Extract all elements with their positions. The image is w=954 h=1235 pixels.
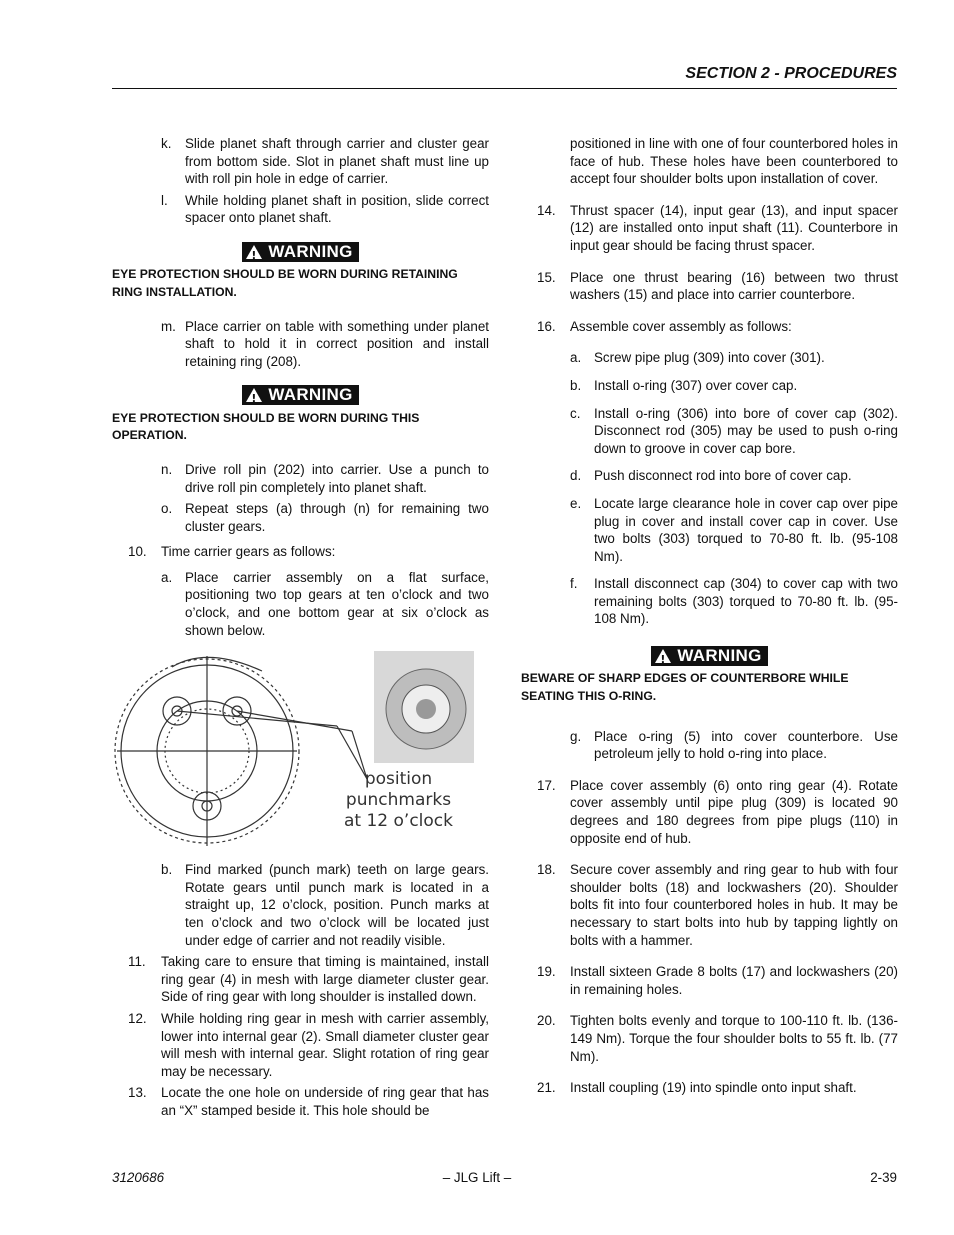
step-14: 14. Thrust spacer (14), input gear (13), and input spacer (12) are installed onto input shaft (11). Counterbore in input gear should be facing thrust spacer. [537,202,898,253]
step-l: l. While holding planet shaft in position, slide correct spacer onto planet shaft. [161,192,489,226]
warning-badge-2: ! WARNING [112,385,489,406]
step-10a: a. Place carrier assembly on a flat surface, positioning two top gears at ten o’clock and two o’clock, and one bottom gear at six o’clock as shown below. [161,569,489,638]
step-10b: b. Find marked (punch mark) teeth on large gears. Rotate gears until punch mark is located in a straight up, 12 o’clock, position. Punch marks at ten o’clock and two o’clock will be located just under edge of carrier and not readily visible. [161,862,489,948]
warning-text-2: EYE PROTECTION SHOULD BE WORN DURING THIS OPERATION. [112,410,420,443]
carrier-gear-figure [112,651,489,851]
step-19: 19. Install sixteen Grade 8 bolts (17) and lockwashers (20) in remaining holes. [537,964,898,997]
warning-icon: ! [246,388,262,402]
step-16a: a. Screw pipe plug (309) into cover (301). [570,350,825,366]
footer-page-number: 2-39 [870,1170,897,1185]
footer-brand: – JLG Lift – [442,1170,512,1185]
step-16c: c. Install o-ring (306) into bore of cover cap (302). Disconnect rod (305) may be used to push o-ring down to groove in cover cap bore. [570,405,898,456]
warning-icon: ! [246,245,262,259]
step-16e: e. Locate large clearance hole in cover cap over pipe plug in cover and install cover cap in cover. Use two bolts (303) torqued to 70-80 ft. lb. (95-108 Nm). [570,495,898,564]
warning-text-1: EYE PROTECTION SHOULD BE WORN DURING RETAINING RING INSTALLATION. [112,267,458,299]
step-o: o. Repeat steps (a) through (n) for remaining two cluster gears. [161,501,489,534]
footer-doc-number: 3120686 [112,1170,165,1185]
step-m: m. Place carrier on table with something under planet shaft to hold it in correct position and install retaining ring (208). [161,318,489,369]
section-header: SECTION 2 - PROCEDURES [685,65,897,82]
step-18: 18. Secure cover assembly and ring gear to hub with four shoulder bolts (18) and lockwashers (20). Shoulder bolts fit into four counterbored holes in hub. It may be necessary to start bolts into hub by tapping lightly on bolts with a hammer. [537,862,898,948]
step-16b: b. Install o-ring (307) over cover cap. [570,377,798,393]
figure-caption: position punchmarks at 12 o’clock [344,769,453,832]
warning-badge-1: ! WARNING [112,242,489,263]
step-k: k. Slide planet shaft through carrier and cluster gear from bottom side. Slot in planet shaft must line up with roll pin hole in edge of carrier. [161,136,489,187]
warning-badge-3: ! WARNING [521,646,898,667]
step-13-continued: positioned in line with one of four counterbored holes in face of hub. These holes have been counterbored to accept four shoulder bolts upon installation of cover. [570,136,898,187]
step-16g: g. Place o-ring (5) into cover counterbore. Use petroleum jelly to hold o-ring into place. [570,728,898,762]
step-n: n. Drive roll pin (202) into carrier. Use a punch to drive roll pin completely into planet shaft. [161,461,489,495]
carrier-photo [374,651,474,763]
step-11: 11. Taking care to ensure that timing is maintained, install ring gear (4) in mesh with large diameter cluster gear. Side of ring gear with long shoulder is installed down. [128,954,489,1005]
step-16f: f. Install disconnect cap (304) to cover cap with two remaining bolts (303) torqued to 70-80 ft. lb. (95-108 Nm). [570,576,898,627]
step-10: 10. Time carrier gears as follows: [128,544,336,560]
step-13: 13. Locate the one hole on underside of ring gear that has an “X” stamped beside it. This hole should be [128,1085,489,1118]
step-15: 15. Place one thrust bearing (16) between two thrust washers (15) and place into carrier counterbore. [537,269,898,303]
header-rule [112,88,897,89]
right-column [521,135,898,1097]
step-12: 12. While holding ring gear in mesh with carrier assembly, lower into internal gear (2). Small diameter cluster gear will mesh with internal gear. Slight rotation of ring gear may be necessary. [128,1011,489,1079]
warning-icon: ! [655,649,671,663]
warning-text-3: BEWARE OF SHARP EDGES OF COUNTERBORE WHILE SEATING THIS O-RING. [521,671,849,704]
left-column [112,135,489,1120]
step-21: 21. Install coupling (19) into spindle onto input shaft. [537,1080,857,1096]
step-16d: d. Push disconnect rod into bore of cover cap. [570,468,852,484]
step-16: 16. Assemble cover assembly as follows: [537,318,792,334]
step-17: 17. Place cover assembly (6) onto ring gear (4). Rotate cover assembly until pipe plug (309) is located 90 degrees and 180 degrees from pipe plugs (110) in opposite end of hub. [537,777,898,846]
step-20: 20. Tighten bolts evenly and torque to 100-110 ft. lb. (136-149 Nm). Torque the four shoulder bolts to 55 ft. lb. (77 Nm). [537,1013,898,1064]
